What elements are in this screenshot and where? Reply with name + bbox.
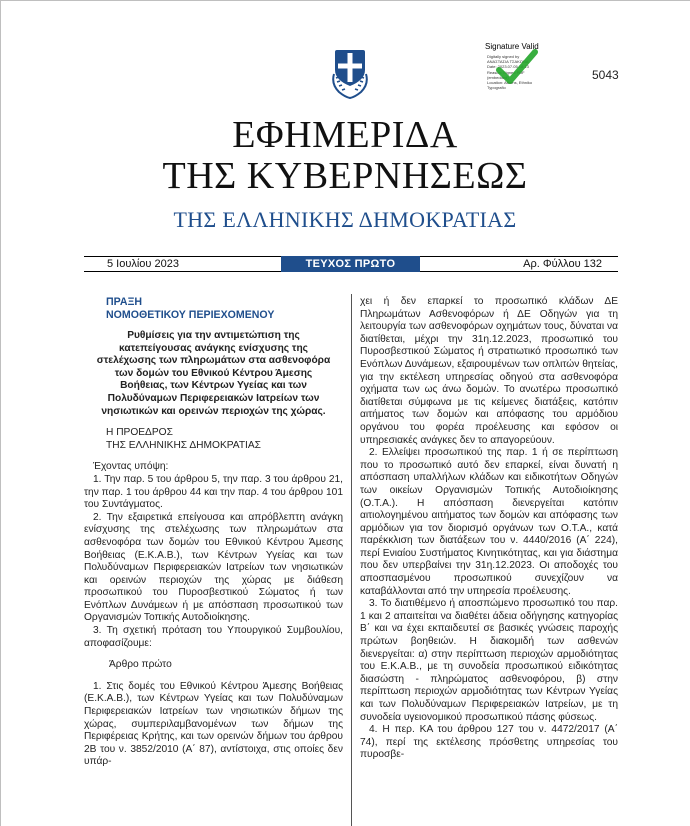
issue-series-badge: ΤΕΥΧΟΣ ΠΡΩΤΟ xyxy=(281,256,420,272)
checkmark-icon xyxy=(495,48,539,88)
signature-detail-line: Date: 2023.07.05 18:13 xyxy=(487,64,529,70)
article-heading: Άρθρο πρώτο xyxy=(109,659,172,671)
president-heading-line-2: ΤΗΣ ΕΛΛΗΝΙΚΗΣ ΔΗΜΟΚΡΑΤΙΑΣ xyxy=(106,439,261,451)
signature-detail-line: Digitally signed by xyxy=(487,54,520,59)
act-summary: Ρυθμίσεις για την αντιμετώπιση της κατεπείγουσας ανάγκης ενίσχυσης της στελέχωσης των πληρωμάτων στα ασθενοφόρα των δομών του Εθνικού Κέντρου Άμεσης Βοήθειας, των Κέντρων Υγείας και των Πολυδύναμων Περιφερειακών Ιατρείων των νησιωτικών και ορεινών περιοχών της χώρας. xyxy=(96,330,331,417)
article-paragraph: χει ή δεν επαρκεί το προσωπικό κλάδων ΔΕ Πληρωμάτων Ασθενοφόρων ή ΔΕ Οδηγών για τη λειτουργία των ασθενοφόρων οχημάτων τους, δύναται να διατίθεται, μέχρι την 31η.12.2023, προσωπικό του Πυροσβεστικού Σώματος ή στρατιωτικό προσωπικό των Ενόπλων Δυνάμεων, εξαιρουμένων των οπλιτών θητείας, για την εκτέλεση υπηρεσίας οδηγού στα ασθενοφόρα οχήματα των ως άνω δομών. Το ανωτέρω προσωπικό διατίθεται σύμφωνα με τις κείμενες διατάξεις, κατόπιν αιτήματος των δομών και απόφασης του αρμόδιου οργάνου του φορέα προέλευσης και εφόσον οι υπηρεσιακές ανάγκες δεν το απαγορεύουν. xyxy=(360,296,618,446)
recital-item: 1. Την παρ. 5 του άρθρου 5, την παρ. 3 του άρθρου 21, την παρ. 1 του άρθρου 44 και την παρ. 4 του άρθρου 101 του Συντάγματος. xyxy=(84,473,343,511)
signature-detail-line: Location: Athens, Ethniko xyxy=(487,80,533,86)
article-paragraph: 1. Στις δομές του Εθνικού Κέντρου Άμεσης Βοήθειας (Ε.Κ.Α.Β.), των Κέντρων Υγείας και των Πολυδύναμων Περιφερειακών Ιατρείων των νησιωτικών δήμων της χώρας, συμπεριλαμβανομένων των δήμων της Περιφέρειας Κρήτης, και των ορεινών δήμων του άρθρου 2Β του ν. 3852/2010 (Α΄ 87), αντίστοιχα, στις οποίες δεν υπάρ- xyxy=(84,680,343,768)
recital-item: 3. Τη σχετική πρόταση του Υπουργικού Συμβουλίου, αποφασίζουμε: xyxy=(84,625,343,649)
masthead-subtitle: ΤΗΣ ΕΛΛΗΝΙΚΗΣ ΔΗΜΟΚΡΑΤΙΑΣ xyxy=(173,207,517,232)
signature-status-label: Signature Valid xyxy=(485,42,539,51)
sheet-number: Αρ. Φύλλου 132 xyxy=(523,258,602,270)
considering-label: Έχοντας υπόψη: xyxy=(93,461,169,473)
left-column xyxy=(84,296,343,769)
masthead-title-line-2: ΤΗΣ ΚΥΒΕΡΝΗΣΕΩΣ xyxy=(162,155,528,197)
page-number: 5043 xyxy=(592,68,619,82)
masthead-title: ΕΦΗΜΕΡΙΔΑ xyxy=(232,114,458,156)
article-paragraph: 4. Η περ. ΚΑ του άρθρου 127 του ν. 4472/2017 (Α΄ 74), περί της εκτέλεσης πρόσθετης υπηρεσίας του πυροσβε- xyxy=(360,724,618,761)
issue-date: 5 Ιουλίου 2023 xyxy=(107,258,179,270)
president-heading: Η ΠΡΟΕΔΡΟΣ xyxy=(106,427,173,439)
issue-header-bar xyxy=(84,256,618,272)
recital-item: 2. Την εξαιρετικά επείγουσα και απρόβλεπτη ανάγκη ενίσχυσης της στελέχωσης των πληρωμάτων στα ασθενοφόρα των δομών του Εθνικού Κέντρου Άμεσης Βοήθειας (Ε.Κ.Α.Β.), των Κέντρων Υγείας και των Πολυδύναμων Περιφερειακών Ιατρείων των νησιωτικών και ορεινών περιοχών της χώρας με διάθεση προσωπικού του Πυροσβεστικού Σώματος ή των Ενόπλων Δυνάμεων ή με απόσπαση προσωπικού των Οργανισμών Τοπικής Αυτοδιοίκησης. xyxy=(84,511,343,624)
signature-detail-line: (embedded) xyxy=(487,74,509,80)
article-paragraph: 2. Ελλείψει προσωπικού της παρ. 1 ή σε περίπτωση που το προσωπικό αυτό δεν επαρκεί, είναι δυνατή η απόσπαση υπαλλήλων κλάδων και ειδικοτήτων Οδηγών των οικείων Οργανισμών Τοπικής Αυτοδιοίκησης (Ο.Τ.Α.). Η απόσπαση διενεργείται κατόπιν αιτιολογημένου αιτήματος των δομών και απόφασης των αρμόδιων για τον διορισμό οργάνων των Ο.Τ.Α., κατά παρέκκλιση των διατάξεων του ν. 4440/2016 (Α΄ 224), περί Ενιαίου Συστήματος Κινητικότητας, και για διάστημα που δεν υπερβαίνει την 31η.12.2023. Οι αποδοχές του αποσπασμένου προσωπικού συνεχίζουν να καταβάλλονται από την υπηρεσία προέλευσης. xyxy=(360,447,618,597)
act-type-heading: ΠΡΑΞΗ xyxy=(106,296,143,308)
article-paragraph: 3. Το διατιθέμενο ή αποσπώμενο προσωπικό του παρ. 1 και 2 απαιτείται να διαθέτει άδεια οδήγησης κατηγορίας Β΄ και να έχει εκπαιδευτεί σε βασικές γνώσεις παροχής πρώτων βοηθειών. Η διακομιδή των ασθενών διενεργείται: α) στην περίπτωση περιοχών αρμοδιότητας του Ε.Κ.Α.Β., με τη συνοδεία προσωπικού ειδικότητας διασώστη - πληρώματος ασθενοφόρου, β) στην περίπτωση περιοχών αρμοδιότητας των Κέντρων Υγείας και των Πολυδύναμων Περιφερειακών Ιατρείων, με τη συνοδεία υγειονομικού προσωπικού πάσης φύσεως. xyxy=(360,598,618,723)
signature-detail-line: Typografio xyxy=(487,85,506,91)
column-divider xyxy=(351,294,352,826)
signature-detail-line: ΑΝΑΣΤΑΣΙΑ ΤΣΑΚΩΝΑ xyxy=(487,59,529,65)
digital-signature-stamp[interactable] xyxy=(485,42,565,94)
greek-coat-of-arms-icon xyxy=(331,44,369,100)
signature-detail-line: Reason: Signed PDF xyxy=(487,69,525,75)
right-column xyxy=(360,296,618,762)
act-subtitle-heading: ΝΟΜΟΘΕΤΙΚΟΥ ΠΕΡΙΕΧΟΜΕΝΟΥ xyxy=(106,309,275,321)
